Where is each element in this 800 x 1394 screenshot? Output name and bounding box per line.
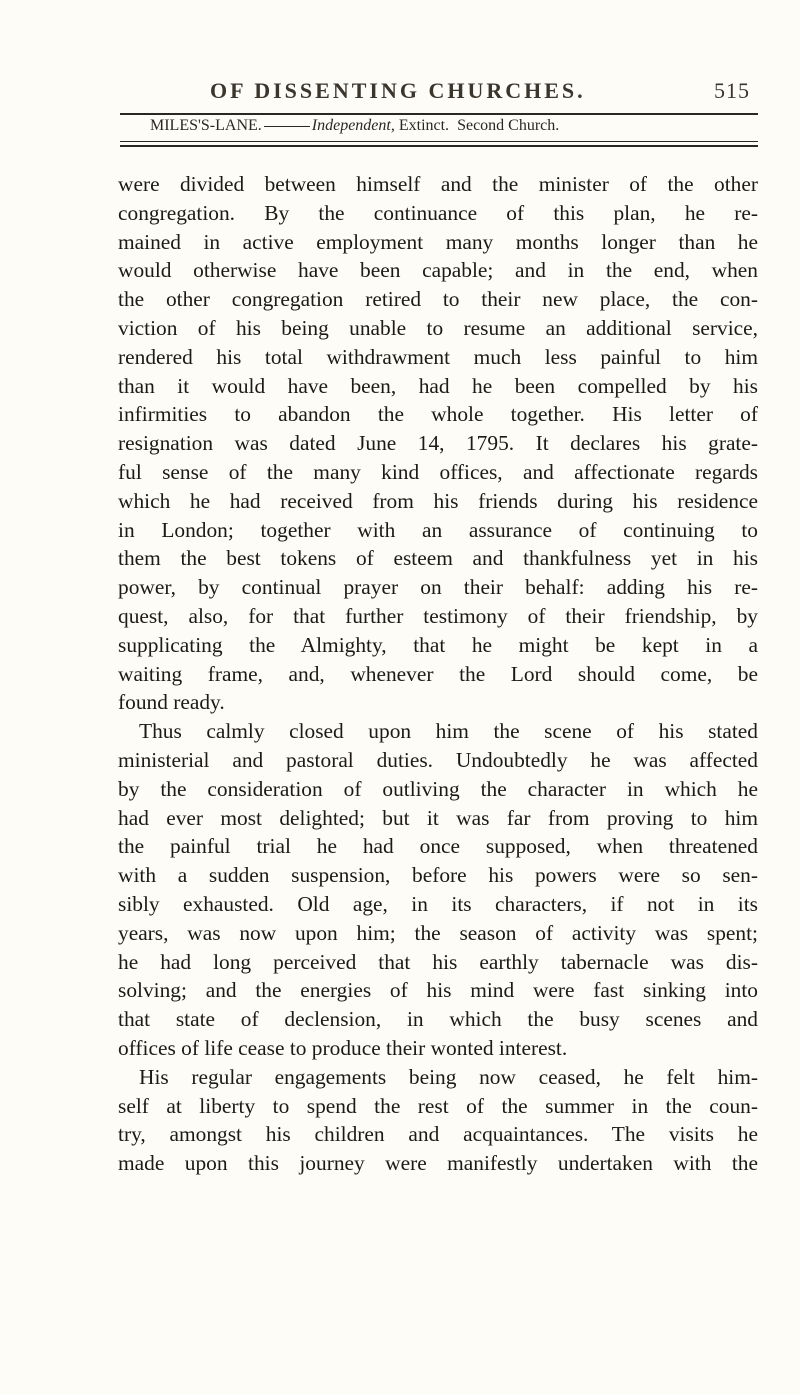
- text-line: ful sense of the many kind offices, and affectionate regards: [118, 459, 758, 484]
- text-line: solving; and the energies of his mind were fast sinking into: [118, 978, 758, 1003]
- text-line: in London; together with an assurance of continuing to: [118, 517, 758, 542]
- text-line: the other congregation retired to their new place, the con-: [118, 287, 758, 312]
- text-line: the painful trial he had once supposed, when threatened: [118, 834, 758, 859]
- text-line: rendered his total withdrawment much less painful to him: [118, 344, 758, 369]
- text-line: quest, also, for that further testimony of their friendship, by: [118, 603, 758, 628]
- text-line: congregation. By the continuance of this plan, he re-: [118, 200, 758, 225]
- text-line: power, by continual prayer on their behalf: adding his re-: [118, 575, 758, 600]
- subheader-dash: [264, 126, 310, 127]
- text-line: sibly exhausted. Old age, in its characters, if not in its: [118, 891, 758, 916]
- text-line: were divided between himself and the minister of the other: [118, 172, 758, 196]
- paragraph-start-line: His regular engagements being now ceased, he felt him-: [139, 1064, 758, 1089]
- text-line: made upon this journey were manifestly undertaken with the: [118, 1151, 758, 1176]
- text-line: than it would have been, had he been compelled by his: [118, 373, 758, 398]
- paragraph-end-line: offices of life cease to produce their wonted interest.: [118, 1035, 568, 1060]
- text-line: mained in active employment many months longer than he: [118, 229, 758, 254]
- text-line: he had long perceived that his earthly tabernacle was dis-: [118, 949, 758, 974]
- text-line: try, amongst his children and acquaintances. The visits he: [118, 1122, 758, 1147]
- paragraph-start-line: Thus calmly closed upon him the scene of his stated: [139, 719, 758, 744]
- top-rule: [120, 113, 758, 115]
- text-line: would otherwise have been capable; and in the end, when: [118, 258, 758, 283]
- text-line: by the consideration of outliving the character in which he: [118, 776, 758, 801]
- subheader-status: Extinct.: [398, 117, 450, 134]
- text-line: self at liberty to spend the rest of the summer in the coun-: [118, 1093, 758, 1118]
- text-line: which he had received from his friends during his residence: [118, 488, 758, 513]
- text-line: infirmities to abandon the whole together. His letter of: [118, 402, 758, 427]
- text-line: that state of declension, in which the busy scenes and: [118, 1007, 758, 1032]
- subheader-denomination: Independent,: [311, 117, 395, 134]
- body-text: [118, 170, 758, 1178]
- text-line: supplicating the Almighty, that he might be kept in a: [118, 632, 758, 657]
- text-line: them the best tokens of esteem and thankfulness yet in his: [118, 546, 758, 571]
- text-line: resignation was dated June 14, 1795. It declares his grate-: [118, 431, 758, 456]
- bottom-rule: [120, 145, 758, 147]
- text-line: had ever most delighted; but it was far from proving to him: [118, 805, 758, 830]
- text-line: ministerial and pastoral duties. Undoubtedly he was affected: [118, 747, 758, 772]
- running-title: OF DISSENTING CHURCHES.: [210, 78, 586, 103]
- paragraph-end-line: found ready.: [118, 690, 225, 715]
- text-line: waiting frame, and, whenever the Lord should come, be: [118, 661, 758, 686]
- text-line: years, was now upon him; the season of activity was spent;: [118, 920, 758, 945]
- page-number: 515: [714, 78, 750, 103]
- subheader-church: Second Church.: [457, 117, 560, 134]
- text-line: with a sudden suspension, before his powers were so sen-: [118, 863, 758, 888]
- middle-rule: [120, 141, 758, 142]
- section-subheader: [150, 117, 750, 139]
- subheader-place: MILES'S-LANE.: [150, 117, 262, 134]
- running-head: [210, 78, 750, 110]
- text-line: viction of his being unable to resume an additional service,: [118, 315, 758, 340]
